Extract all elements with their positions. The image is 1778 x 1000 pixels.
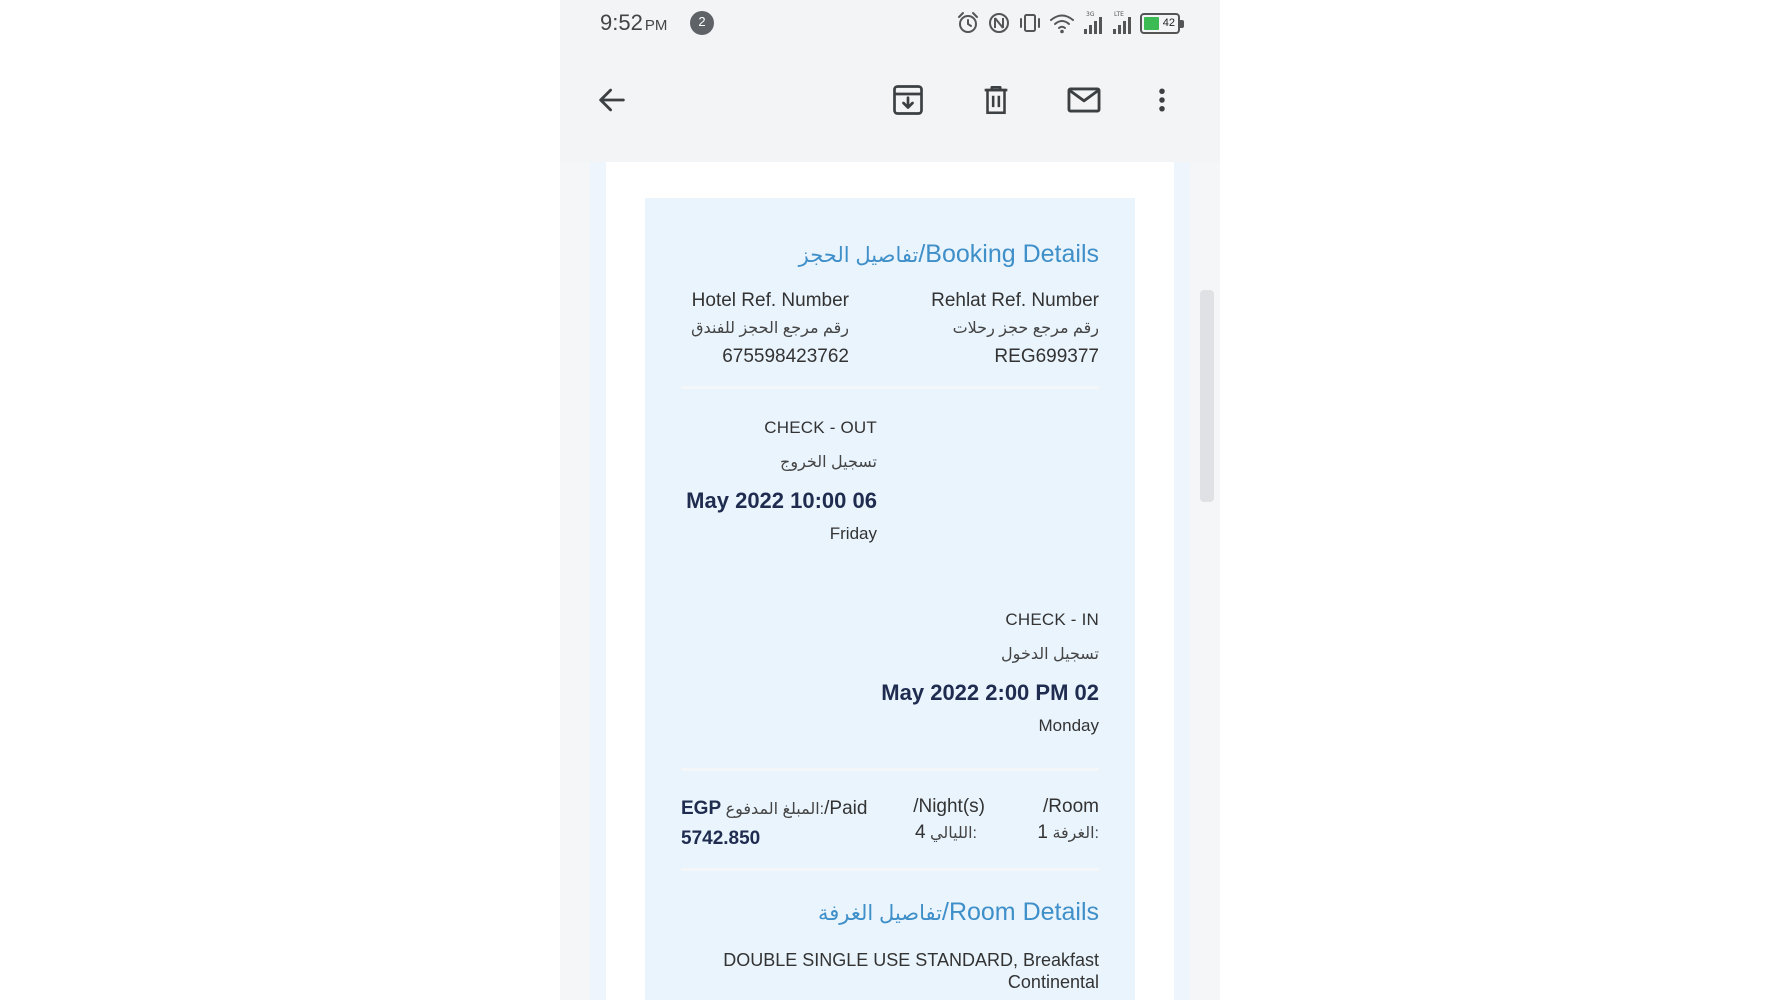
signal-lte-icon: [1111, 10, 1133, 36]
room-details-title-ar: تفاصيل الغرفة: [817, 902, 942, 925]
status-icons: [956, 10, 1180, 36]
nights-label: /Night(s): [913, 796, 985, 817]
nights-value: 4: [914, 822, 926, 843]
email-toolbar: [560, 46, 1220, 162]
room-details-title-en: /Room Details: [942, 898, 1099, 926]
status-time-value: 9:52: [600, 10, 643, 35]
booking-card: [645, 198, 1135, 1000]
paid-amount: 5742.850: [681, 828, 761, 849]
rehlat-ref-value: REG699377: [994, 346, 1099, 367]
battery-icon: [1140, 13, 1180, 34]
paid-label-ar: المبلغ المدفوع:: [725, 801, 825, 818]
nights-label-ar: الليالي:: [930, 825, 977, 842]
room-details-line1: DOUBLE SINGLE USE STANDARD, Breakfast: [723, 950, 1099, 970]
hotel-ref-label-ar: رقم مرجع الحجز للفندق: [691, 320, 849, 337]
back-button[interactable]: [590, 78, 634, 122]
paid-row: [681, 798, 867, 820]
notification-badge: 2: [690, 11, 714, 35]
mark-unread-button[interactable]: [1062, 78, 1106, 122]
signal-3g-tag: 3G: [1086, 11, 1095, 18]
rehlat-ref-label-ar: رقم مرجع حجز رحلات: [952, 320, 1099, 337]
back-arrow-icon: [595, 83, 629, 117]
email-content-panel: [606, 162, 1174, 1000]
vibrate-icon: [1018, 11, 1042, 35]
divider: [681, 868, 1099, 871]
divider: [681, 386, 1099, 389]
phone-screen: [560, 0, 1220, 1000]
archive-button[interactable]: [886, 78, 930, 122]
booking-details-title-en: /Booking Details: [918, 240, 1099, 268]
more-vert-icon: [1147, 85, 1177, 115]
scrollbar-thumb[interactable]: [1200, 290, 1214, 502]
checkout-label: CHECK - OUT: [764, 418, 877, 437]
booking-details-title: [799, 240, 1099, 269]
hotel-ref-value: 675598423762: [722, 346, 849, 367]
checkin-day: Monday: [1038, 716, 1099, 735]
checkout-label-ar: تسجيل الخروج: [780, 454, 877, 471]
mark-unread-icon: [1065, 81, 1103, 119]
nights-count: [915, 822, 977, 844]
nfc-icon: [987, 11, 1011, 35]
signal-lte-tag: LTE: [1114, 11, 1124, 18]
room-label-ar: الغرفة:: [1052, 825, 1099, 842]
checkout-datetime: May 2022 10:00 06: [686, 488, 877, 513]
checkin-label: CHECK - IN: [1005, 610, 1099, 629]
status-time-ampm: PM: [644, 17, 668, 34]
room-details-line2: Continental: [1007, 972, 1099, 992]
divider: [681, 768, 1099, 771]
checkout-day: Friday: [829, 524, 877, 543]
hotel-ref-label: Hotel Ref. Number: [691, 290, 849, 311]
delete-icon: [979, 83, 1013, 117]
more-options-button[interactable]: [1140, 78, 1184, 122]
room-count: [1037, 822, 1099, 844]
email-body: [590, 162, 1190, 1000]
room-label: /Room: [1043, 796, 1099, 817]
signal-3g-icon: [1082, 10, 1104, 36]
booking-details-title-ar: تفاصيل الحجز: [798, 244, 919, 267]
checkin-label-ar: تسجيل الدخول: [1001, 646, 1099, 663]
wifi-icon: [1049, 11, 1075, 35]
paid-currency: EGP: [681, 798, 722, 819]
checkin-datetime: May 2022 2:00 PM 02: [881, 680, 1099, 705]
delete-button[interactable]: [974, 78, 1018, 122]
battery-percent: 42: [1162, 17, 1175, 29]
room-details-title: [818, 898, 1099, 927]
alarm-icon: [956, 11, 980, 35]
paid-label: /Paid: [824, 798, 868, 819]
archive-icon: [890, 82, 926, 118]
status-bar: [560, 0, 1220, 46]
rehlat-ref-label: Rehlat Ref. Number: [931, 290, 1099, 311]
battery-nub: [1180, 20, 1184, 28]
room-value: 1: [1037, 822, 1048, 843]
status-time: [600, 10, 667, 36]
